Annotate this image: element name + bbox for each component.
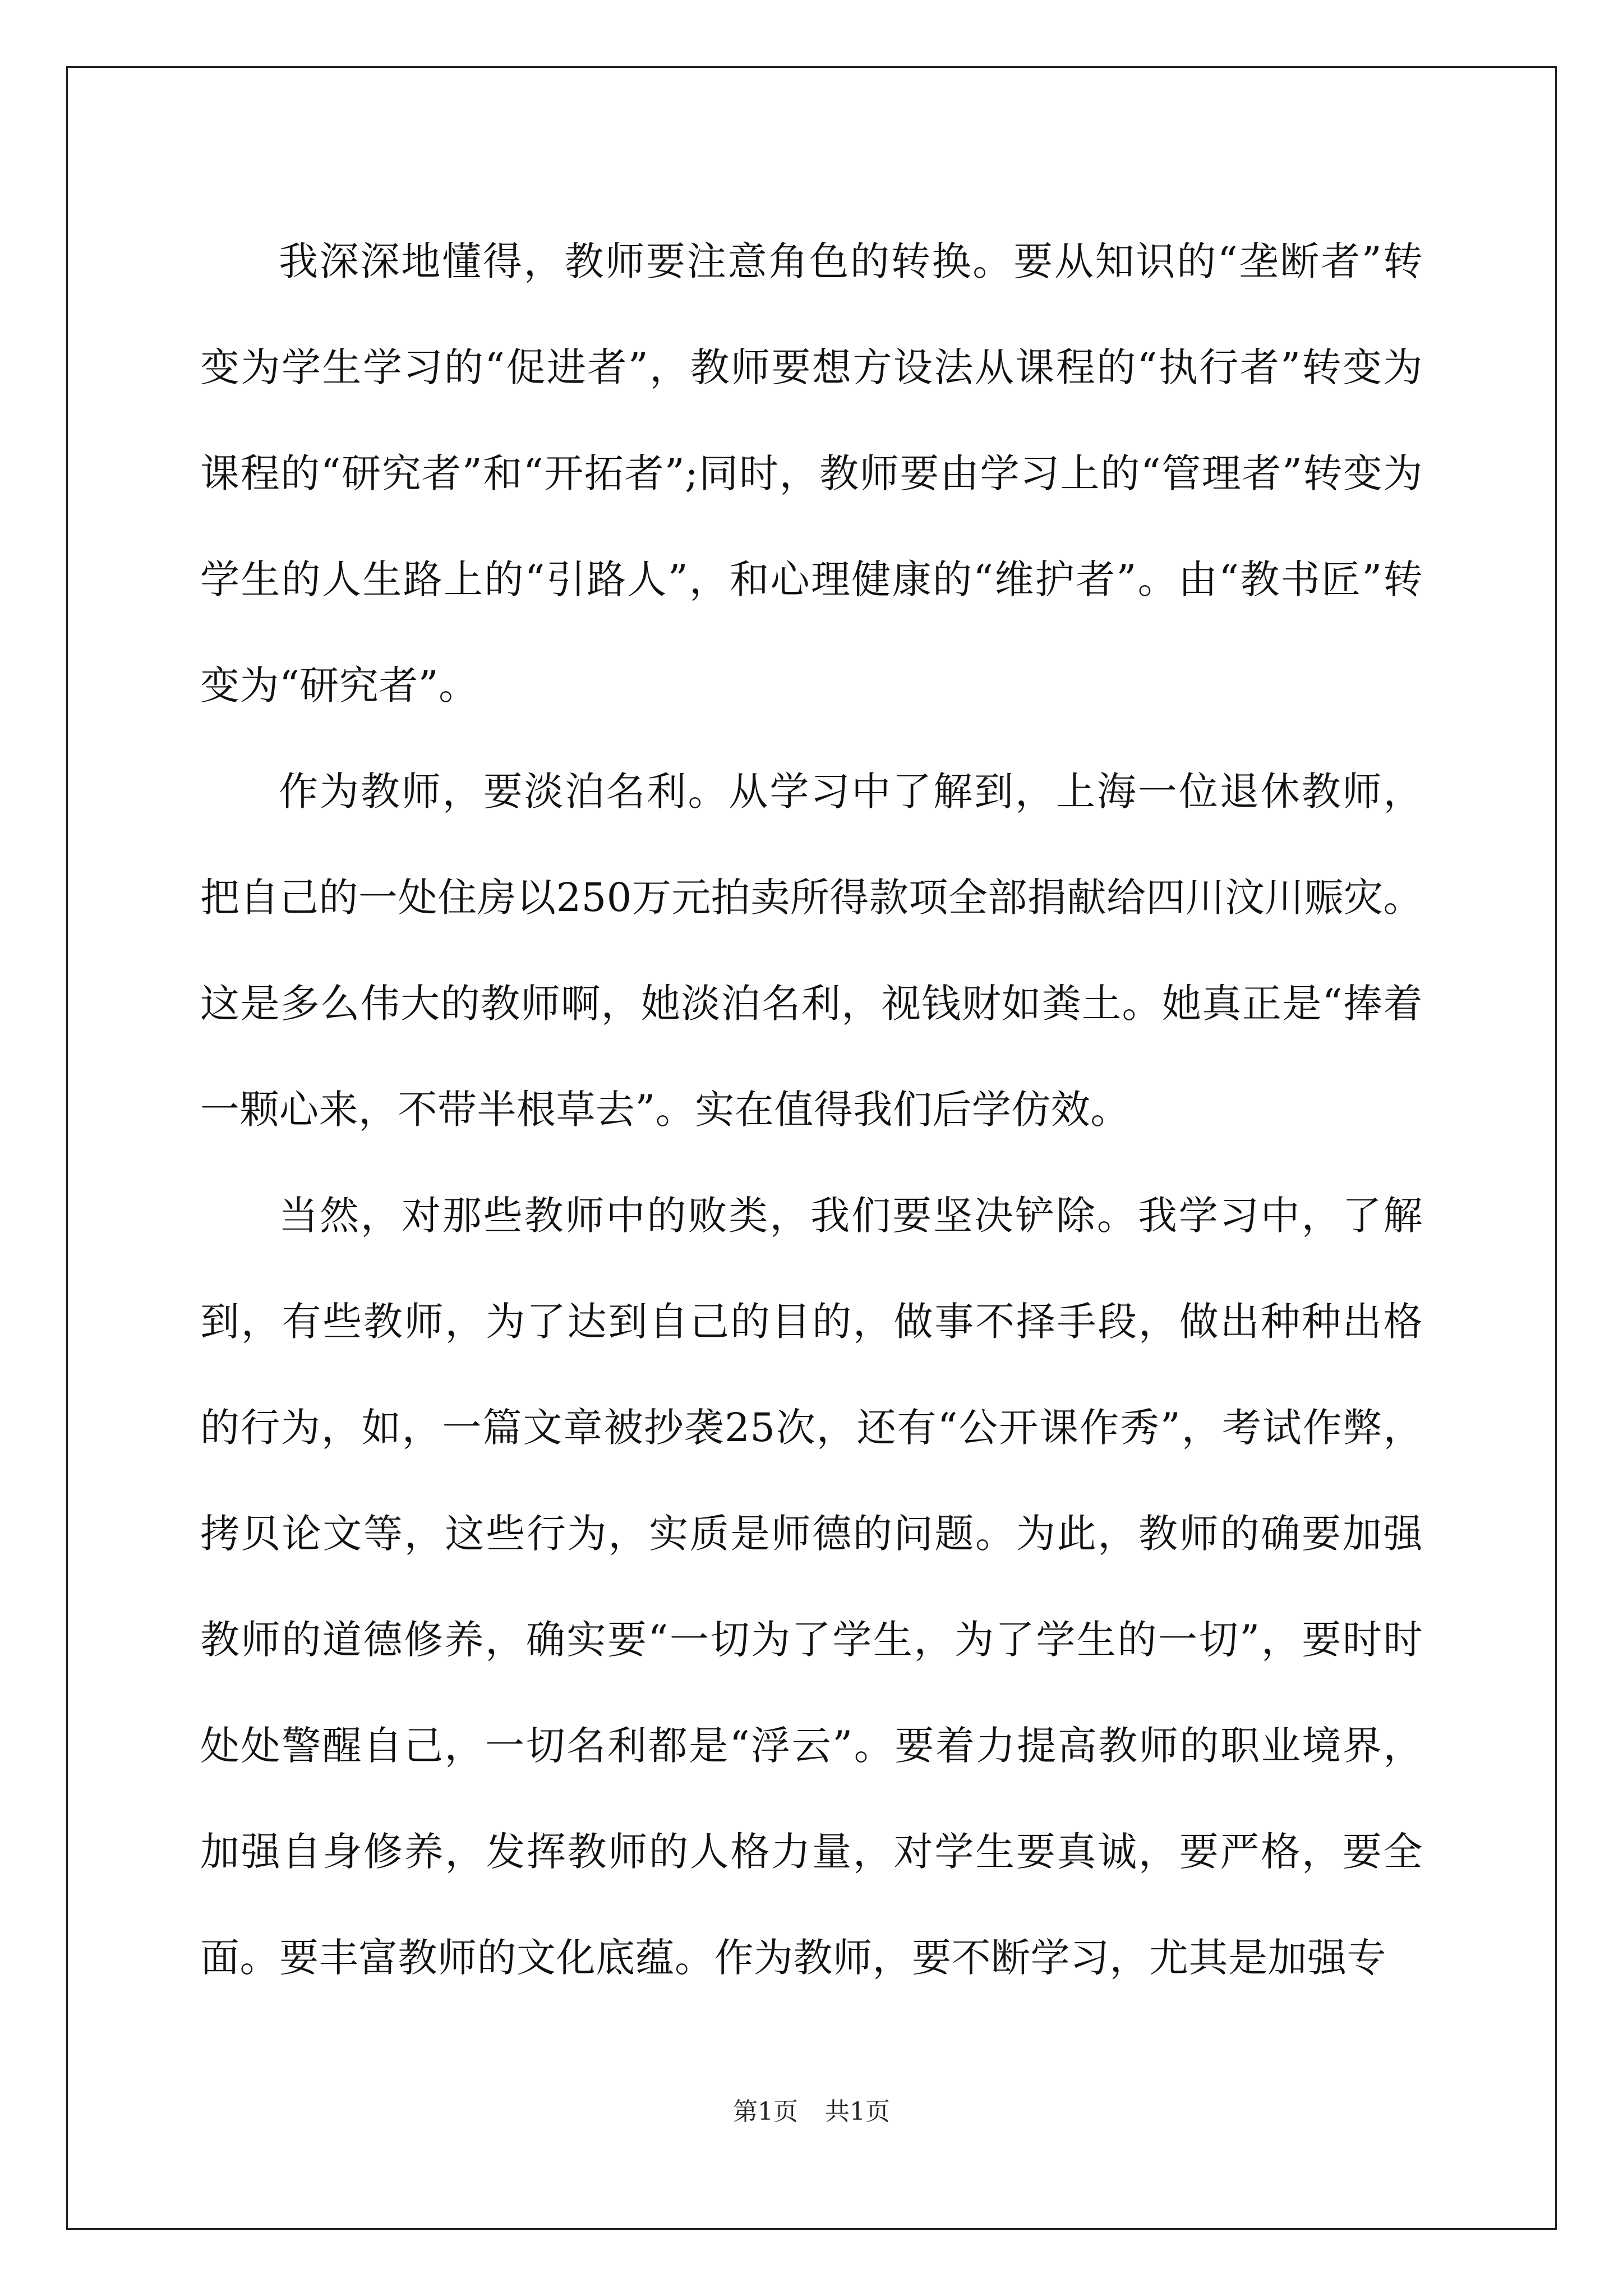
document-body — [200, 209, 1423, 2011]
page-footer — [0, 2095, 1623, 2129]
paragraph-indifference-to-fame: 作为教师，要淡泊名利。从学习中了解到，上海一位退休教师，把自己的一处住房以250万元拍卖所得款项全部捐献给四川汶川赈灾。这是多么伟大的教师啊，她淡泊名利，视钱财如粪土。她真正是“捧着一颗心来，不带半根草去”。实在值得我们后学仿效。 — [200, 769, 1423, 1133]
page-number: 第1页 — [733, 2097, 798, 2126]
page-total: 共1页 — [825, 2097, 890, 2126]
paragraph-teacher-ethics: 当然，对那些教师中的败类，我们要坚决铲除。我学习中，了解到，有些教师，为了达到自己的目的，做事不择手段，做出种种出格的行为，如，一篇文章被抄袭25次，还有“公开课作秀”，考试作弊，拷贝论文等，这些行为，实质是师德的问题。为此，教师的确要加强教师的道德修养，确实要“一切为了学生，为了学生的一切”，要时时处处警醒自己，一切名利都是“浮云”。要着力提高教师的职业境界，加强自身修养，发挥教师的人格力量，对学生要真诚，要严格，要全面。要丰富教师的文化底蕴。作为教师，要不断学习，尤其是加强专 — [200, 1193, 1423, 1981]
paragraph-role-change: 我深深地懂得，教师要注意角色的转换。要从知识的“垄断者”转变为学生学习的“促进者”，教师要想方设法从课程的“执行者”转变为课程的“研究者”和“开拓者”;同时，教师要由学习上的“管理者”转变为学生的人生路上的“引路人”，和心理健康的“维护者”。由“教书匠”转变为“研究者”。 — [200, 238, 1423, 708]
